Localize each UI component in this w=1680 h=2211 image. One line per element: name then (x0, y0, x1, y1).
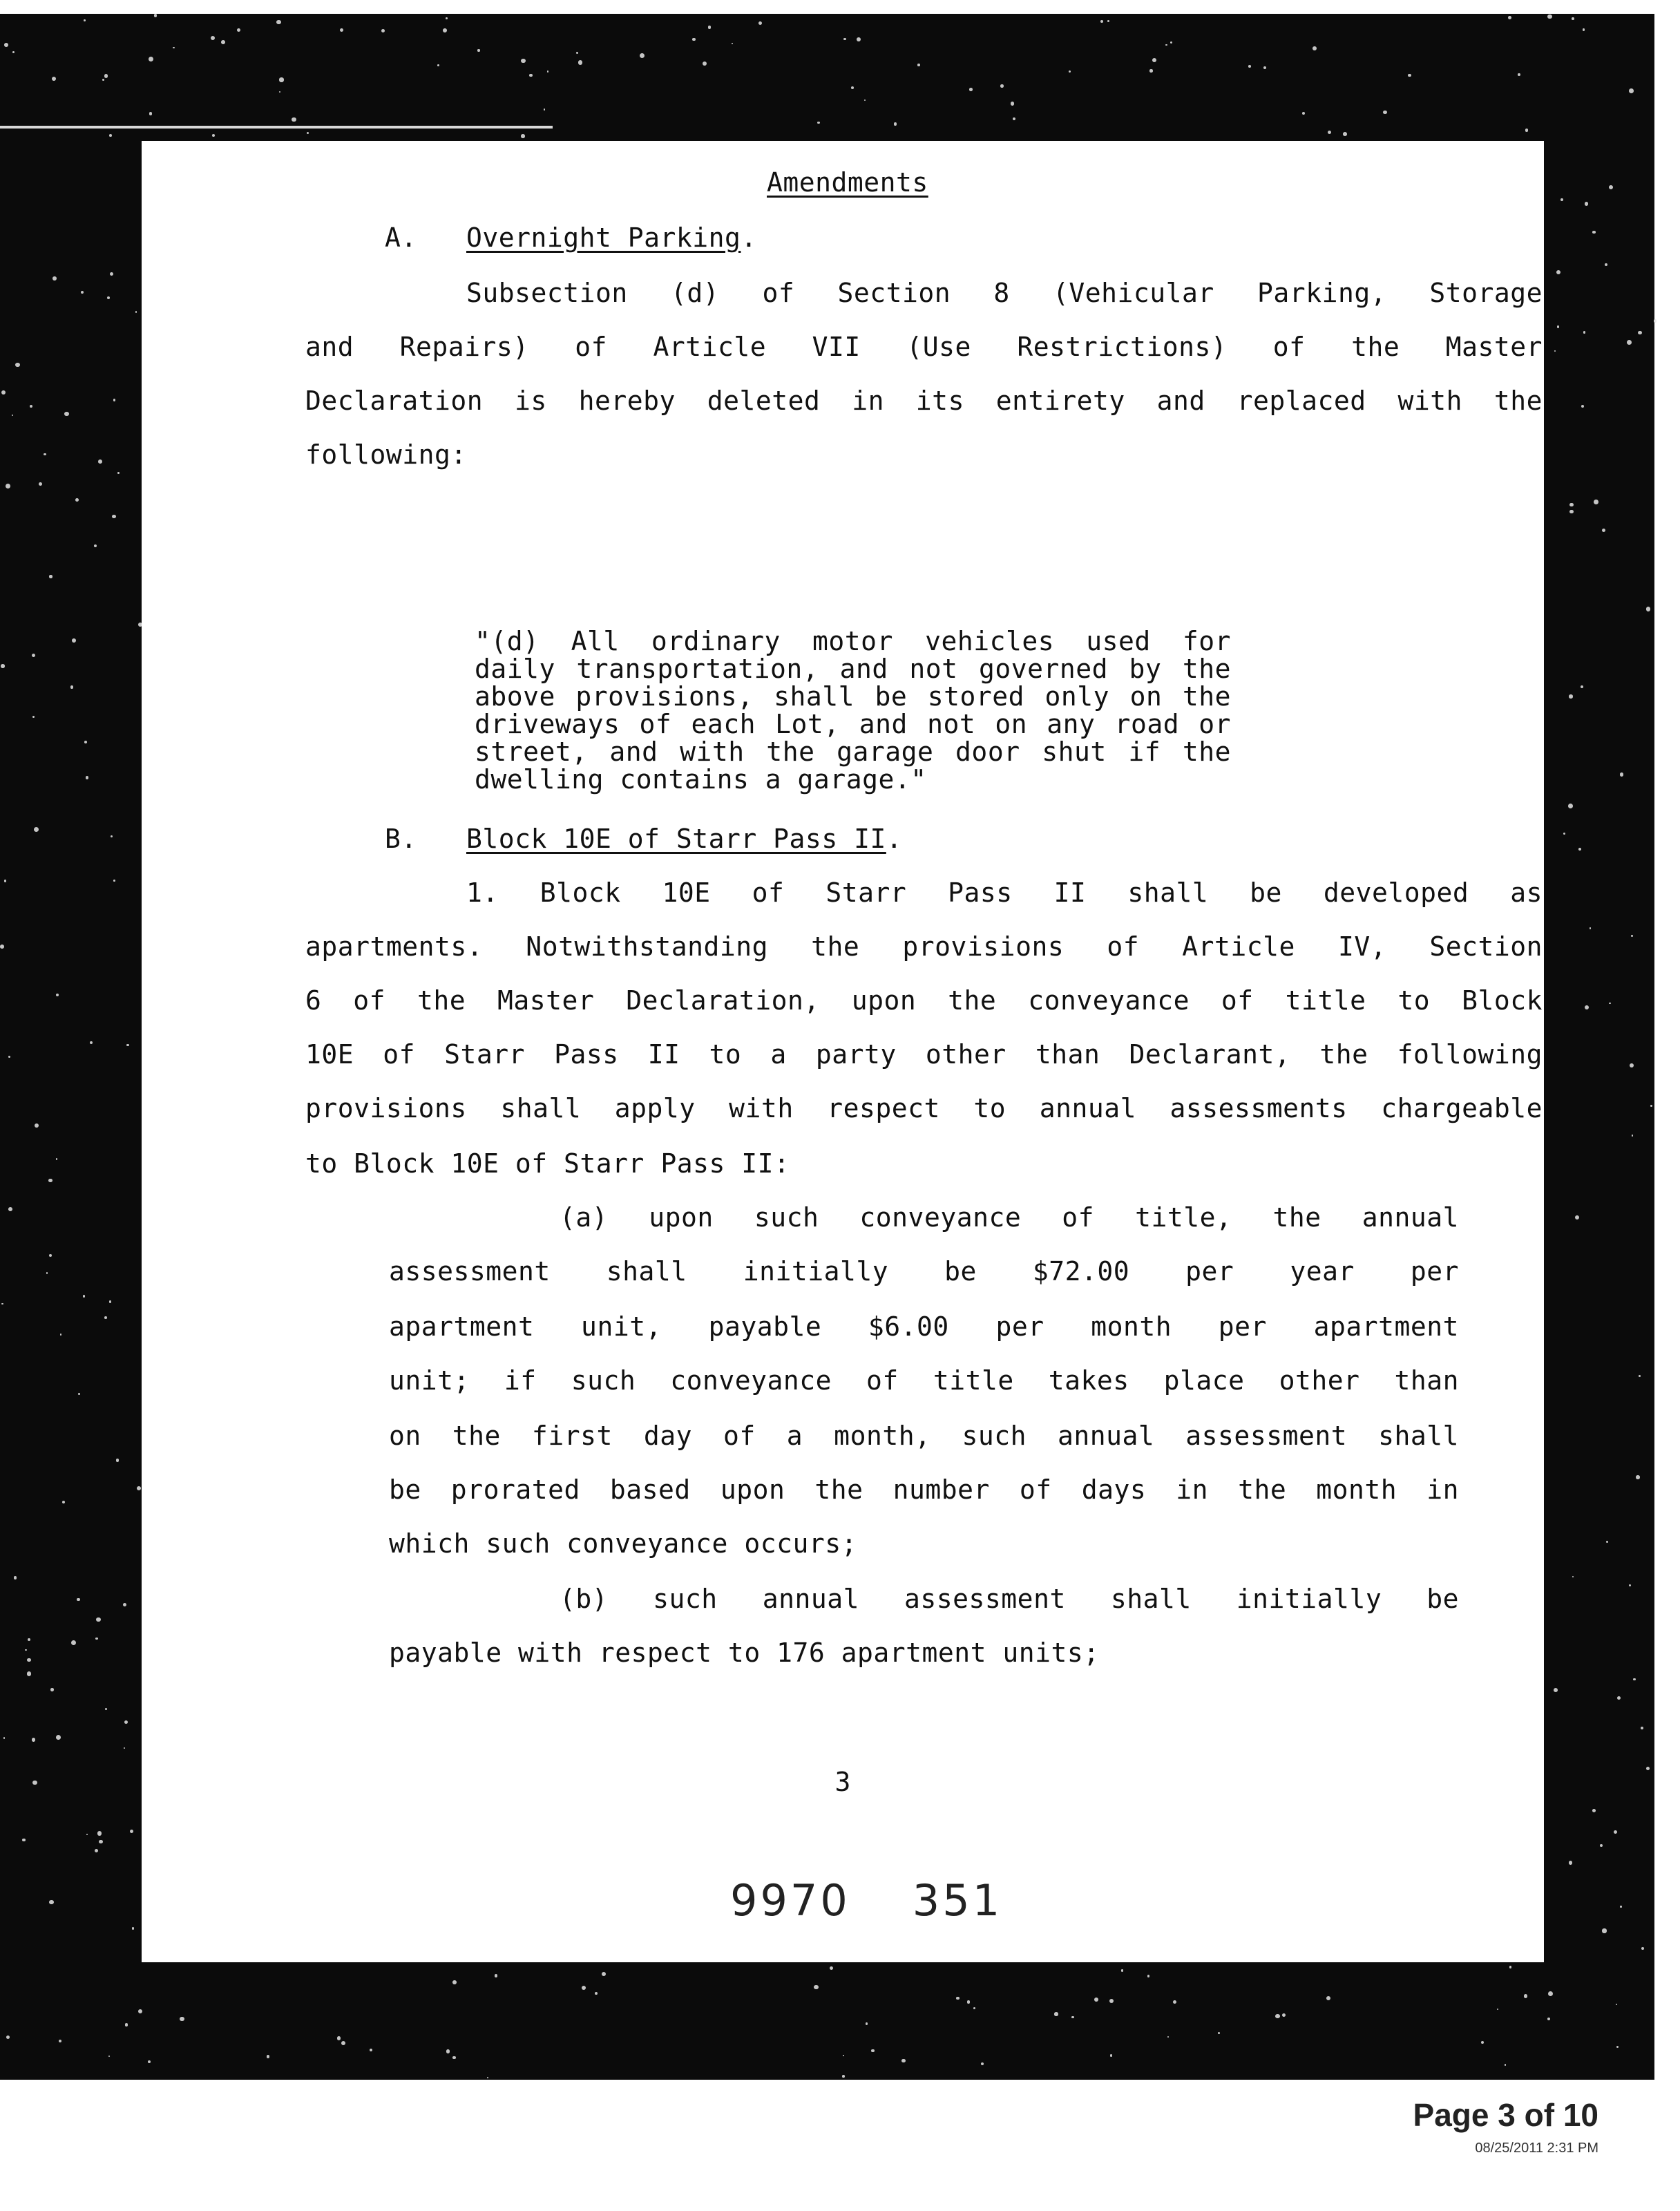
item-a-line: assessment shall initially be $72.00 per year per (389, 1256, 1459, 1287)
section-a-label: A. (385, 222, 417, 253)
item-a-line: which such conveyance occurs; (389, 1528, 857, 1559)
item-a-line: be prorated based upon the number of days in the month in (389, 1474, 1459, 1505)
section-b-para-line: apartments. Notwithstanding the provisions of Article IV, Section (305, 931, 1543, 962)
quote-line: driveways of each Lot, and not on any road or (475, 709, 1231, 739)
quote-line: "(d) All ordinary motor vehicles used for (475, 626, 1231, 656)
timestamp: 08/25/2011 2:31 PM (1475, 2141, 1598, 2156)
section-a-title: Overnight Parking. (466, 222, 757, 253)
item-a-line: (a) upon such conveyance of title, the annual (560, 1202, 1459, 1233)
page-number: 3 (834, 1767, 851, 1797)
quote-line: street, and with the garage door shut if the (475, 737, 1231, 767)
section-b-para-line: 1. Block 10E of Starr Pass II shall be developed as (466, 877, 1543, 908)
document-heading: Amendments (767, 167, 928, 198)
item-a-line: unit; if such conveyance of title takes place other than (389, 1365, 1459, 1396)
quote-line: daily transportation, and not governed by the (475, 654, 1231, 684)
quote-line: above provisions, shall be stored only on the (475, 681, 1231, 712)
section-b-para-line: to Block 10E of Starr Pass II: (305, 1148, 790, 1179)
page-indicator: Page 3 of 10 (1413, 2097, 1598, 2133)
recording-number-right: 351 (912, 1875, 1003, 1926)
quote-line: dwelling contains a garage." (475, 764, 927, 795)
section-a-para-line: Declaration is hereby deleted in its entirety and replaced with the (305, 386, 1543, 416)
item-b-line: (b) such annual assessment shall initially be (560, 1584, 1459, 1614)
quoted-provision (475, 627, 1231, 793)
section-b-title: Block 10E of Starr Pass II. (466, 824, 903, 854)
section-a-para-line: Subsection (d) of Section 8 (Vehicular Parking, Storage (466, 278, 1543, 308)
section-b-para-line: 6 of the Master Declaration, upon the conveyance of title to Block (305, 985, 1543, 1016)
section-a-para-line: following: (305, 439, 467, 470)
section-b-para-line: 10E of Starr Pass II to a party other than Declarant, the following (305, 1039, 1543, 1070)
recording-number-left: 9970 (730, 1875, 850, 1926)
recording-number (730, 1875, 1065, 1926)
item-b-line: payable with respect to 176 apartment units; (389, 1638, 1100, 1668)
item-a-line: apartment unit, payable $6.00 per month per apartment (389, 1311, 1459, 1342)
section-b-para-line: provisions shall apply with respect to annual assessments chargeable (305, 1093, 1543, 1123)
section-b-label: B. (385, 824, 417, 854)
item-a-line: on the first day of a month, such annual assessment shall (389, 1421, 1459, 1451)
document-page (142, 141, 1544, 1962)
section-a-para-line: and Repairs) of Article VII (Use Restrictions) of the Master (305, 332, 1543, 362)
